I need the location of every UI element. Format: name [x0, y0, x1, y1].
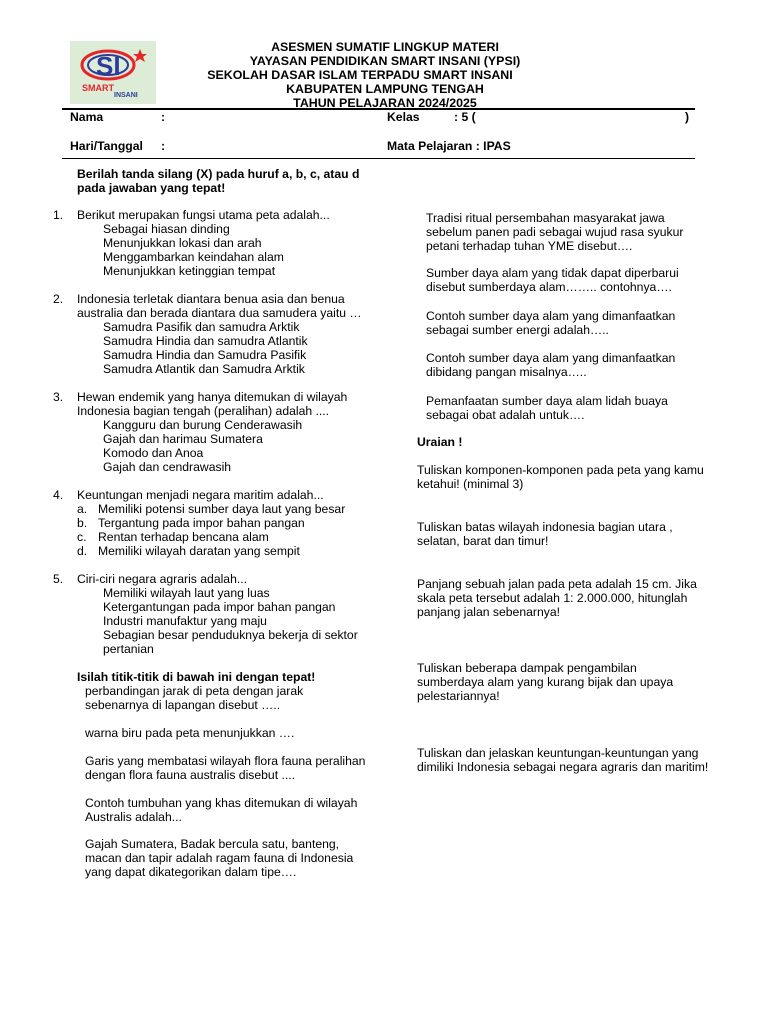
- essay-line: Tuliskan batas wilayah indonesia bagian utara ,: [417, 520, 673, 534]
- fill-item-line: disebut sumberdaya alam…….. contohnya….: [426, 280, 672, 294]
- header-line-5: TAHUN PELAJARAN 2024/2025: [293, 96, 477, 110]
- essay-line: Tuliskan komponen-komponen pada peta yang kamu: [417, 463, 704, 477]
- fill-item-line: sebenarnya di lapangan disebut …..: [85, 698, 281, 712]
- mapel-label: Mata Pelajaran : IPAS: [387, 139, 511, 153]
- option: Memiliki wilayah laut yang luas: [103, 586, 270, 600]
- fill-item-line: petani terhadap tuhan YME disebut….: [426, 239, 633, 253]
- essay-item-4: [417, 661, 673, 703]
- header-rule-bottom: [62, 158, 695, 159]
- fill-item-6: [426, 211, 683, 253]
- essay-line: pelestariannya!: [417, 689, 500, 703]
- fill-item-line: Contoh sumber daya alam yang dimanfaatkan: [426, 309, 676, 323]
- essay-item-5: [417, 746, 708, 774]
- section-b-instruction: Isilah titik-titik di bawah ini dengan tepat!: [77, 670, 316, 684]
- fill-item-1: [85, 684, 303, 712]
- option: Gajah dan cendrawasih: [103, 460, 232, 474]
- option: Sebagai hiasan dinding: [103, 222, 230, 236]
- option: Menunjukkan ketinggian tempat: [103, 264, 276, 278]
- option: Memiliki potensi sumber daya laut yang besar: [98, 502, 346, 516]
- fill-item-line: Australis adalah...: [85, 810, 182, 824]
- question-5: [77, 572, 358, 656]
- option: pertanian: [103, 642, 154, 656]
- essay-line: selatan, barat dan timur!: [417, 534, 549, 548]
- fill-item-line: perbandingan jarak di peta dengan jarak: [85, 684, 304, 698]
- essay-line: ketahui! (minimal 3): [417, 477, 524, 491]
- fill-item-line: Sumber daya alam yang tidak dapat diperbarui: [426, 266, 679, 280]
- fill-item-5: [85, 837, 353, 879]
- option-letter: a.: [77, 502, 88, 516]
- fill-item-line: Gajah Sumatera, Badak bercula satu, banteng,: [85, 837, 340, 851]
- kelas-value: : 5 (: [454, 110, 476, 124]
- instruction-line: Berilah tanda silang (X) pada huruf a, b, c, atau d: [77, 167, 360, 181]
- option: Gajah dan harimau Sumatera: [103, 432, 263, 446]
- option: Samudra Hindia dan samudra Atlantik: [103, 334, 308, 348]
- essay-line: Panjang sebuah jalan pada peta adalah 15 cm. Jika: [417, 577, 697, 591]
- hari-label: Hari/Tanggal: [70, 139, 143, 153]
- question-text: australia dan berada diantara dua samudera yaitu …: [77, 306, 362, 320]
- fill-item-9: [426, 351, 675, 379]
- question-4-text: Keuntungan menjadi negara maritim adalah...: [77, 488, 324, 502]
- question-5-number: 5.: [53, 572, 64, 586]
- kelas-label: Kelas: [387, 110, 420, 124]
- essay-line: sumberdaya alam yang kurang bijak dan upaya: [417, 675, 674, 689]
- fill-item-line: sebelum panen padi sebagai wujud rasa syukur: [426, 225, 684, 239]
- question-1-number: 1.: [53, 208, 64, 222]
- logo-caption-insani: INSANI: [114, 92, 138, 99]
- option: Menggambarkan keindahan alam: [103, 250, 284, 264]
- fill-item-line: Contoh tumbuhan yang khas ditemukan di wilayah: [85, 796, 358, 810]
- option: Samudra Hindia dan Samudra Pasifik: [103, 348, 307, 362]
- essay-line: Tuliskan dan jelaskan keuntungan-keuntungan yang: [417, 746, 699, 760]
- essay-line: Tuliskan beberapa dampak pengambilan: [417, 661, 637, 675]
- option: Ketergantungan pada impor bahan pangan: [103, 600, 336, 614]
- option-letter: d.: [77, 544, 88, 558]
- logo-caption-smart: SMART: [82, 83, 114, 93]
- fill-item-4: [85, 796, 357, 824]
- section-c-title: Uraian !: [417, 435, 463, 449]
- option-letter: c.: [77, 530, 87, 544]
- question-4-letters: [77, 502, 87, 558]
- header-rule-top: [62, 108, 695, 110]
- option: Menunjukkan lokasi dan arah: [103, 236, 262, 250]
- section-a-instruction: [77, 167, 359, 195]
- fill-item-line: dibidang pangan misalnya…..: [426, 365, 587, 379]
- header-line-1: ASESMEN SUMATIF LINGKUP MATERI: [271, 40, 499, 54]
- question-text: Hewan endemik yang hanya ditemukan di wilayah: [77, 390, 348, 404]
- fill-item-line: Contoh sumber daya alam yang dimanfaatkan: [426, 351, 676, 365]
- question-text: Berikut merupakan fungsi utama peta adalah...: [77, 208, 330, 222]
- fill-item-line: sebagai obat adalah untuk….: [426, 408, 585, 422]
- question-text: Indonesia bagian tengah (peralihan) adalah ....: [77, 404, 330, 418]
- header-line-3: SEKOLAH DASAR ISLAM TERPADU SMART INSANI: [207, 68, 513, 82]
- essay-item-2: [417, 520, 673, 548]
- fill-item-7: [426, 266, 679, 294]
- option: Sebagian besar penduduknya bekerja di sektor: [103, 628, 358, 642]
- fill-item-line: sebagai sumber energi adalah…..: [426, 323, 609, 337]
- fill-item-line: macan dan tapir adalah ragam fauna di Indonesia: [85, 851, 354, 865]
- essay-item-3: [417, 577, 697, 619]
- option: Komodo dan Anoa: [103, 446, 204, 460]
- fill-item-line: Garis yang membatasi wilayah flora fauna peralihan: [85, 754, 366, 768]
- nama-label: Nama: [70, 110, 104, 124]
- fill-item-line: yang dapat dikategorikan dalam tipe….: [85, 865, 297, 879]
- question-4-number: 4.: [53, 488, 64, 502]
- question-2-number: 2.: [53, 292, 64, 306]
- fill-item-line: warna biru pada peta menunjukkan ….: [85, 726, 295, 740]
- nama-colon: :: [161, 110, 166, 124]
- essay-line: skala peta tersebut adalah 1: 2.000.000, hitunglah: [417, 591, 688, 605]
- hari-colon: :: [161, 139, 166, 153]
- question-3-number: 3.: [53, 390, 64, 404]
- option: Kangguru dan burung Cenderawasih: [103, 418, 303, 432]
- instruction-line: pada jawaban yang tepat!: [77, 181, 226, 195]
- option-letter: b.: [77, 516, 88, 530]
- fill-item-8: [426, 309, 675, 337]
- fill-item-line: dengan flora fauna australis disebut ....: [85, 768, 296, 782]
- essay-line: dimiliki Indonesia sebagai negara agraris dan maritim!: [417, 760, 709, 774]
- fill-item-line: Pemanfaatan sumber daya alam lidah buaya: [426, 394, 668, 408]
- question-text: Ciri-ciri negara agraris adalah...: [77, 572, 248, 586]
- header-line-4: KABUPATEN LAMPUNG TENGAH: [286, 82, 484, 96]
- question-2: [77, 292, 362, 376]
- header-line-2: YAYASAN PENDIDIKAN SMART INSANI (YPSI): [249, 54, 521, 68]
- option: Memiliki wilayah daratan yang sempit: [98, 544, 300, 558]
- fill-item-10: [426, 394, 668, 422]
- option: Samudra Atlantik dan Samudra Arktik: [103, 362, 305, 376]
- kelas-close: ): [685, 110, 690, 124]
- logo-letters: SI: [96, 51, 121, 81]
- question-text: Indonesia terletak diantara benua asia dan benua: [77, 292, 345, 306]
- option: Samudra Pasifik dan samudra Arktik: [103, 320, 300, 334]
- option: Rentan terhadap bencana alam: [98, 530, 269, 544]
- option: Tergantung pada impor bahan pangan: [98, 516, 305, 530]
- question-4-options: [98, 502, 345, 558]
- fill-item-line: Tradisi ritual persembahan masyarakat jawa: [426, 211, 665, 225]
- essay-line: panjang jalan sebenarnya!: [417, 605, 560, 619]
- question-1: [77, 208, 330, 278]
- question-3: [77, 390, 347, 474]
- fill-item-2: [85, 726, 294, 740]
- option: Industri manufaktur yang maju: [103, 614, 267, 628]
- fill-item-3: [85, 754, 365, 782]
- essay-item-1: [417, 463, 704, 491]
